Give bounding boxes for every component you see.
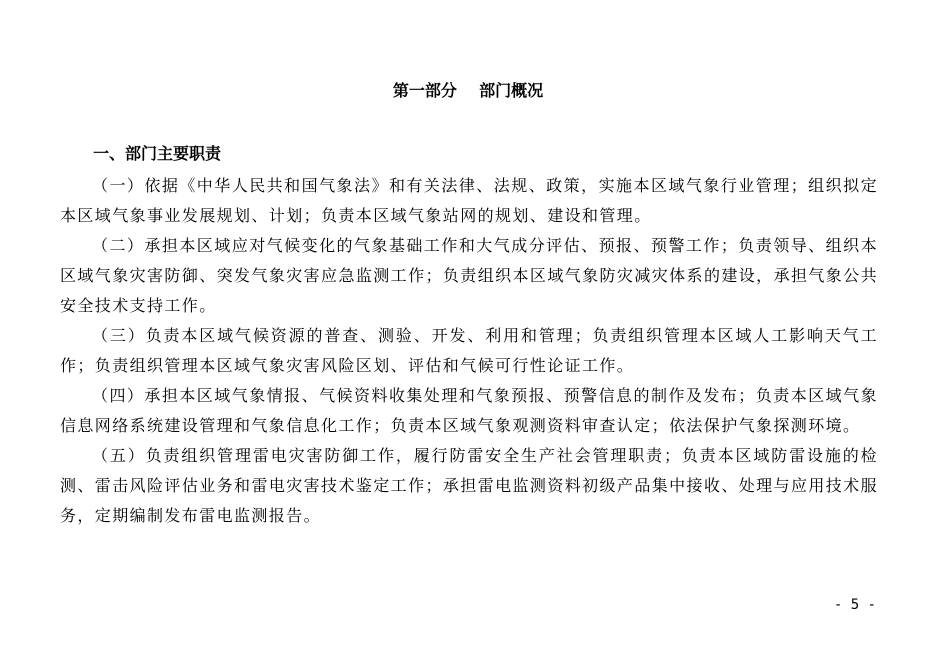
paragraph-1: （一）依据《中华人民共和国气象法》和有关法律、法规、政策，实施本区域气象行业管理；组织拟定本区域气象事业发展规划、计划；负责本区域气象站网的规划、建设和管理。 [60, 176, 878, 225]
paragraph-4: （四）承担本区域气象情报、气候资料收集处理和气象预报、预警信息的制作及发布；负责本区域气象信息网络系统建设管理和气象信息化工作；负责本区域气象观测资料审查认定；依法保护气象探测环境。 [60, 386, 878, 435]
paragraph-2: （二）承担本区域应对气候变化的气象基础工作和大气成分评估、预报、预警工作；负责领导、组织本区域气象灾害防御、突发气象灾害应急监测工作；负责组织本区域气象防灾减灾体系的建设，承担气象公共安全技术支持工作。 [60, 236, 878, 315]
part-title: 第一部分 部门概况 [392, 81, 544, 100]
body-text [60, 171, 878, 531]
page-number: - 5 - [833, 597, 876, 613]
section-heading: 一、部门主要职责 [93, 144, 222, 163]
paragraph-3: （三）负责本区域气候资源的普查、测验、开发、利用和管理；负责组织管理本区域人工影响天气工作；负责组织管理本区域气象灾害风险区划、评估和气候可行性论证工作。 [60, 326, 878, 375]
paragraph-5: （五）负责组织管理雷电灾害防御工作，履行防雷安全生产社会管理职责；负责本区域防雷设施的检测、雷击风险评估业务和雷电灾害技术鉴定工作；承担雷电监测资料初级产品集中接收、处理与应用技术服务，定期编制发布雷电监测报告。 [60, 446, 878, 525]
